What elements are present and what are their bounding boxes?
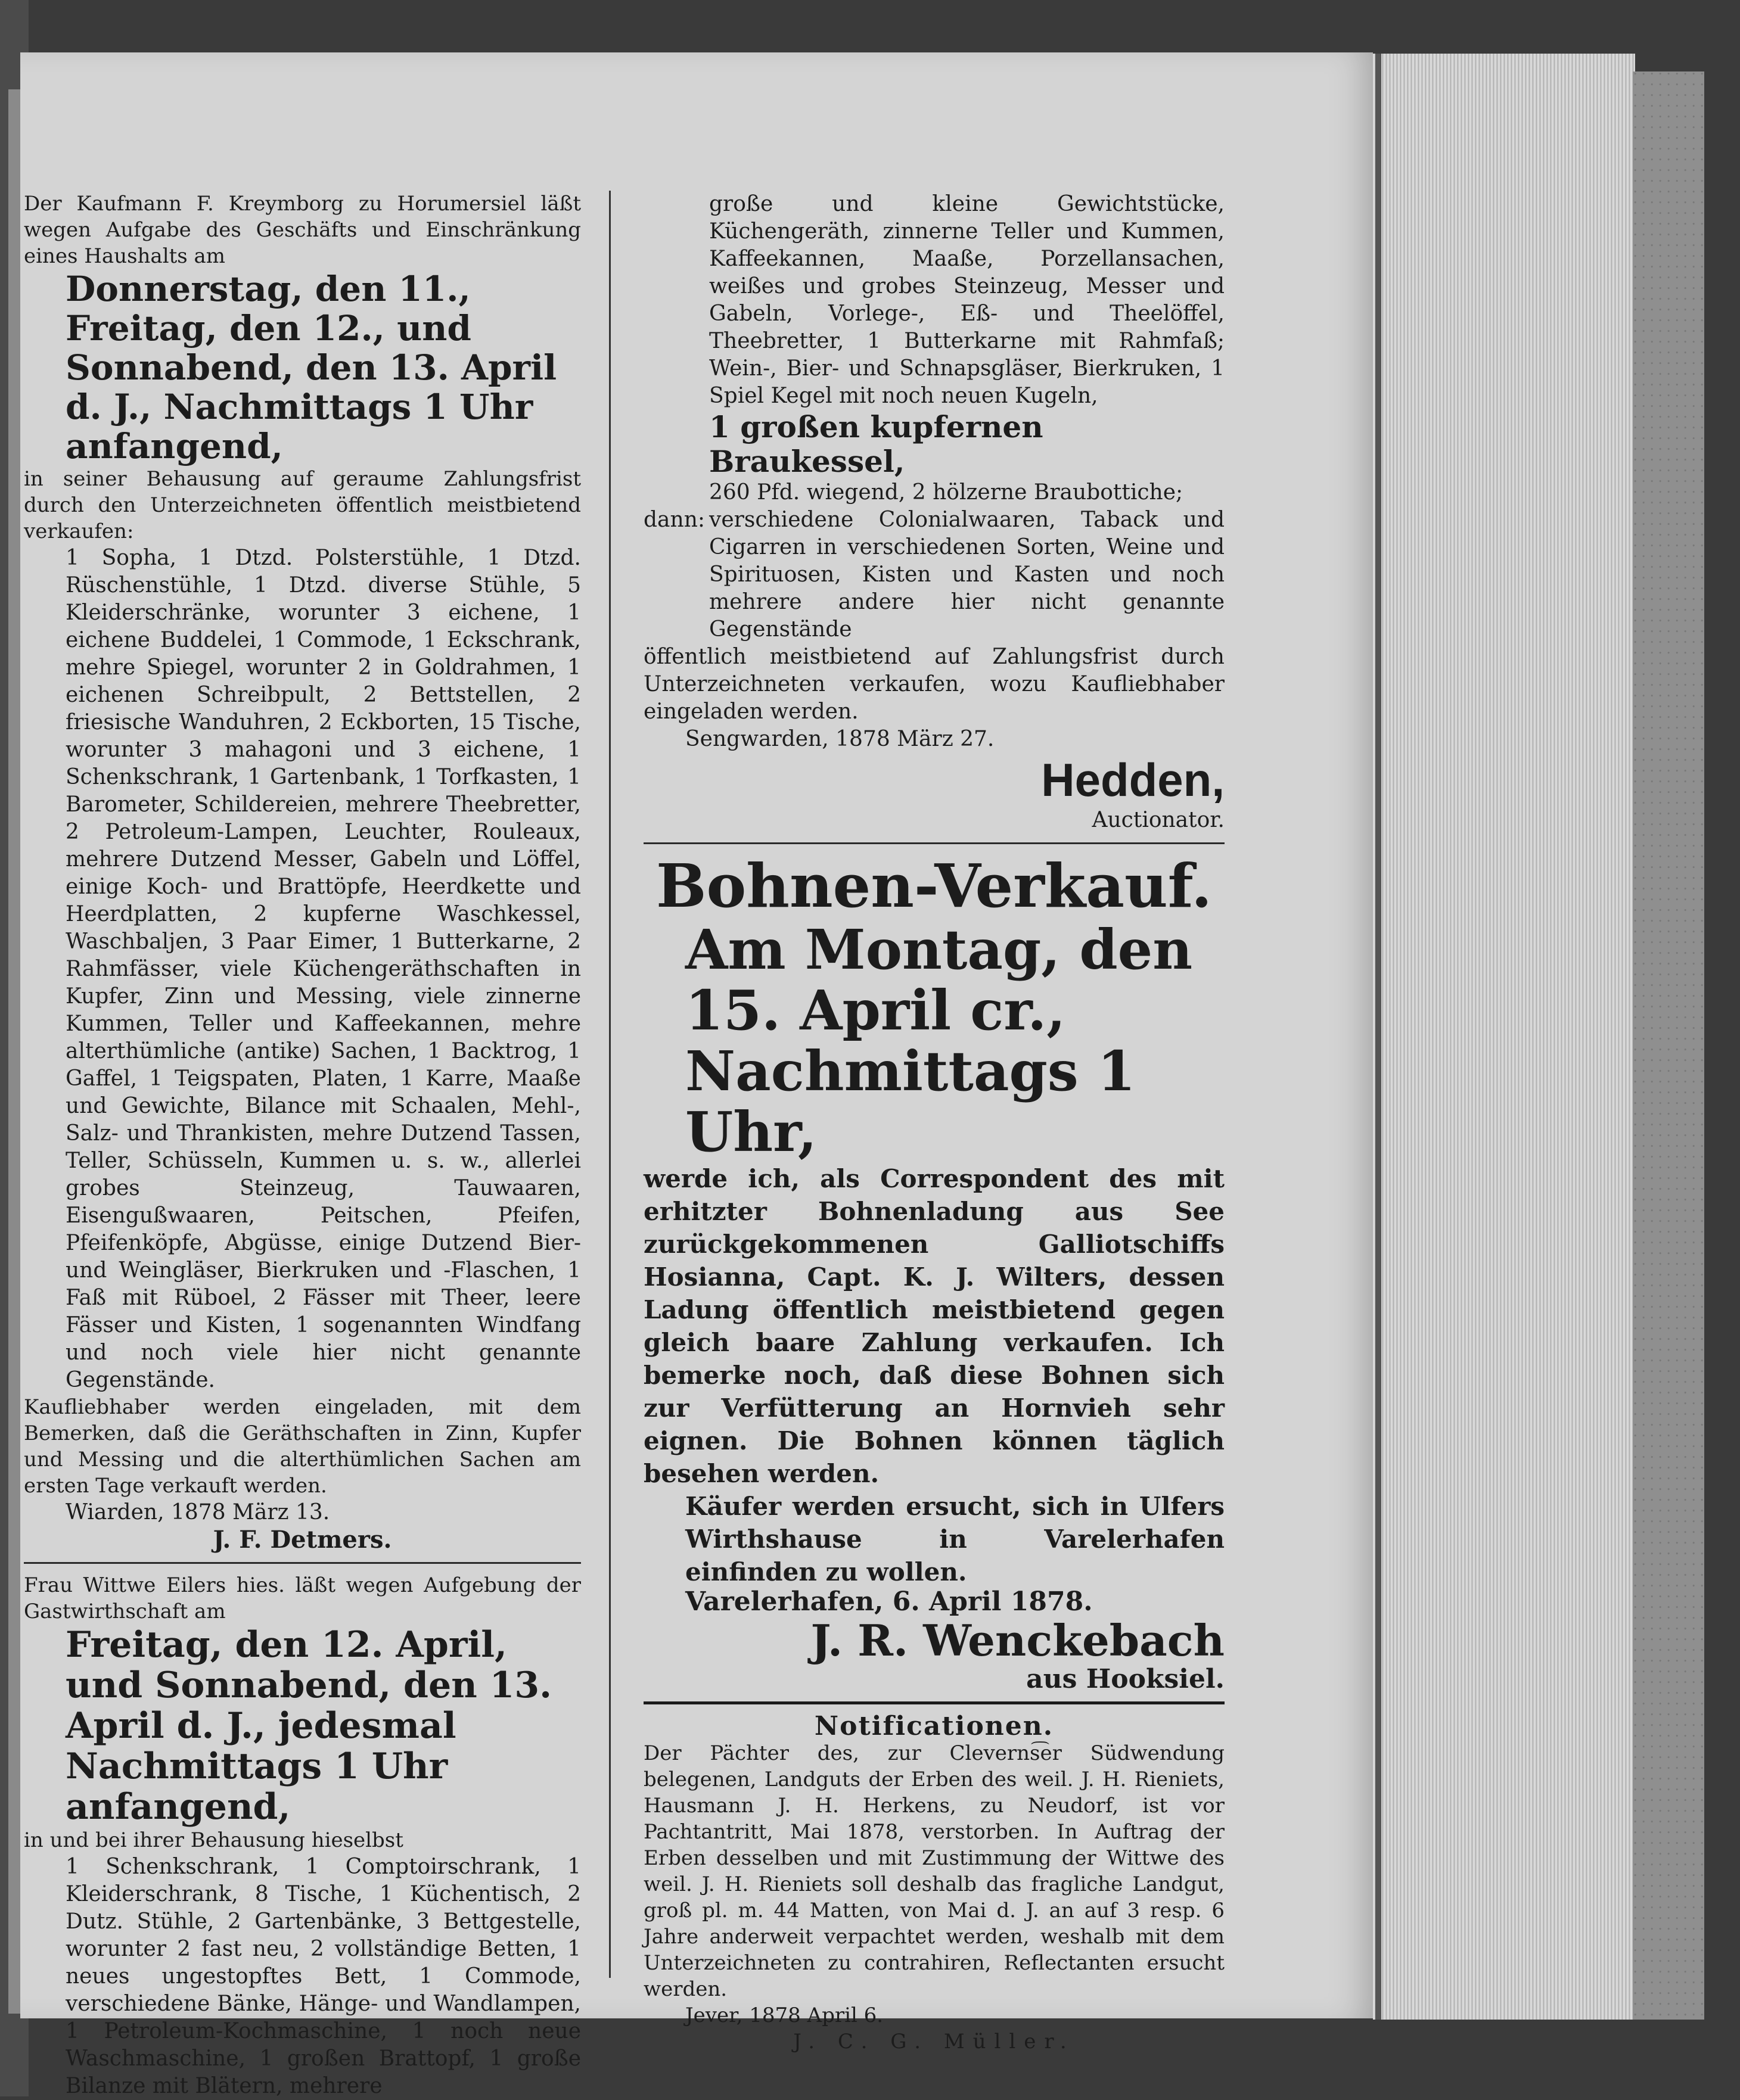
ad2-dann-row	[644, 506, 1225, 643]
ad1-place: Wiarden, 1878 März 13.	[66, 1500, 330, 1525]
notification-body: Der Pächter des, zur Cleverns͡er Südwendung belegenen, Landguts der Erben des weil. J. H. Rieniets, Hausmann J. H. Herkens, zu Neudorf, ist vor Pachtantritt, Mai 1878, verstorben. In Auftrag der Erben desselben und mit Zustimmung der Wittwe des weil. J. H. Rieniets soll deshalb das fragliche Landgut, groß pl. m. 44 Matten, von Mai d. J. an auf 3 resp. 6 Jahre anderweit verpachtet werden, weshalb mit dem Unterzeichneten zu contrahiren, Reflectanten ersucht werden.	[644, 1741, 1225, 2001]
notifications-heading: Notificationen.	[814, 1711, 1054, 1741]
book-page-edges	[1373, 54, 1635, 2020]
ad1-note: Kaufliebhaber werden eingeladen, mit dem Bemerken, daß die Geräthschaften in Zinn, Kupfer und Messing und die alterthümlichen Sachen am ersten Tage verkauft werden.	[24, 1395, 581, 1498]
ad2-place: Sengwarden, 1878 März 27.	[685, 727, 995, 751]
right-column	[644, 191, 1225, 2055]
ad3-body: werde ich, als Correspondent des mit erhitzter Bohnenladung aus See zurückgekommenen Galliotschiffs Hosianna, Capt. K. J. Wilters, dessen Ladung öffentlich meistbietend gegen gleich baare Zahlung verkaufen. Ich bemerke noch, daß diese Bohnen sich zur Verfütterung an Hornvieh sehr eignen. Die Bohnen können täglich besehen werden.	[644, 1164, 1225, 1488]
ad2-signature: Hedden,	[1041, 754, 1225, 806]
ad2-close: öffentlich meistbietend auf Zahlungsfrist durch Unterzeichneten verkaufen, wozu Kaufliebhaber eingeladen werden.	[644, 645, 1225, 724]
ad2-dann-label: dann:	[644, 508, 706, 532]
ad1-dates: Donnerstag, den 11., Freitag, den 12., und Sonnabend, den 13. April d. J., Nachmittags 1 Uhr anfangend,	[66, 269, 557, 466]
book-cover	[1633, 71, 1704, 2020]
ad3-title: Bohnen-Verkauf.	[656, 851, 1212, 921]
ad2-intro: Frau Wittwe Eilers hies. läßt wegen Aufgebung der Gastwirthschaft am	[24, 1573, 581, 1623]
ad3-place: Varelerhafen, 6. April 1878.	[685, 1586, 1093, 1617]
notification-signature: J. C. G. Müller.	[793, 2030, 1075, 2054]
ad2-continued: große und kleine Gewichtstücke, Küchengeräth, zinnerne Teller und Kummen, Kaffeekannen, Maaße, Porzellansachen, weißes und grobes Steinzeug, Messer und Gabeln, Vorlege-, Eß- und Theelöffel, Theebretter, 1 Butterkarne mit Rahmfaß; Wein-, Bier- und Schnapsgläser, Bierkruken, 1 Spiel Kegel mit noch neuen Kugeln,	[709, 192, 1225, 408]
ad3-note: Käufer werden ersucht, sich in Ulfers Wirthshause in Varelerhafen einfinden zu wollen.	[685, 1492, 1225, 1586]
ad-separator	[24, 1562, 581, 1564]
ad3-signature-origin: aus Hooksiel.	[1026, 1664, 1225, 1694]
ad1-body: in seiner Behausung auf geraume Zahlungsfrist durch den Unterzeichneten öffentlich meistbietend verkaufen:	[24, 467, 581, 543]
left-column	[24, 191, 581, 2100]
ad3-signature: J. R. Wenckebach	[810, 1615, 1225, 1666]
ad2-dates: Freitag, den 12. April, und Sonnabend, den 13. April d. J., jedesmal Nachmittags 1 Uhr anfangend,	[66, 1624, 552, 1828]
ad1-intro: Der Kaufmann F. Kreymborg zu Horumersiel läßt wegen Aufgabe des Geschäfts und Einschränkung eines Haushalts am	[24, 192, 581, 268]
ad2-weight: 260 Pfd. wiegend, 2 hölzerne Braubottiche;	[709, 480, 1183, 505]
ad2-body: in und bei ihrer Behausung hieselbst	[24, 1828, 403, 1852]
ad1-signature: J. F. Detmers.	[213, 1526, 392, 1554]
section-separator	[644, 1701, 1225, 1704]
column-divider	[609, 191, 611, 1978]
ad2-role: Auctionator.	[1092, 808, 1225, 832]
ad1-items: 1 Sopha, 1 Dtzd. Polsterstühle, 1 Dtzd. Rüschenstühle, 1 Dtzd. diverse Stühle, 5 Kleiderschränke, worunter 3 eichene, 1 eichene Buddelei, 1 Commode, 1 Eckschrank, mehre Spiegel, worunter 2 in Goldrahmen, 1 eichenen Schreibpult, 2 Bettstellen, 2 friesische Wanduhren, 2 Eckborten, 15 Tische, worunter 3 mahagoni und 3 eichene, 1 Schenkschrank, 1 Gartenbank, 1 Torfkasten, 1 Barometer, Schildereien, mehrere Theebretter, 2 Petroleum-Lampen, Leuchter, Rouleaux, mehrere Dutzend Messer, Gabeln und Löffel, einige Koch- und Brattöpfe, Heerdkette und Heerdplatten, 2 kupferne Waschkessel, Waschbaljen, 3 Paar Eimer, 1 Butterkarne, 2 Rahmfässer, viele Küchengeräthschaften in Kupfer, Zinn und Messing, viele zinnerne Kummen, Teller und Kaffeekannen, mehre alterthümliche (antike) Sachen, 1 Backtrog, 1 Gaffel, 1 Teigspaten, Platen, 1 Karre, Maaße und Gewichte, Bilance mit Schaalen, Mehl-, Salz- und Thrankisten, mehre Dutzend Tassen, Teller, Schüsseln, Kummen u. s. w., allerlei grobes Steinzeug, Tauwaaren, Eisengußwaaren, Peitschen, Pfeifen, Pfeifenköpfe, Abgüsse, einige Dutzend Bier- und Weingläser, Bierkruken und -Flaschen, 1 Faß mit Rüboel, 2 Fässer mit Theer, leere Fässer und Kisten, 1 sogenannten Windfang und noch viele hier nicht genannte Gegenstände.	[66, 546, 581, 1392]
ad3-date: Am Montag, den 15. April cr., Nachmittags 1 Uhr,	[685, 917, 1193, 1164]
ad-separator	[644, 842, 1225, 844]
ad2-items: 1 Schenkschrank, 1 Comptoirschrank, 1 Kleiderschrank, 8 Tische, 1 Küchentisch, 2 Dutz. Stühle, 2 Gartenbänke, 3 Bettgestelle, worunter 2 fast neu, 2 vollständige Betten, 1 neues ungestopftes Bett, 1 Commode, verschiedene Bänke, Hänge- und Wandlampen, 1 Petroleum-Kochmaschine, 1 noch neue Waschmaschine, 1 großen Brattopf, 1 große Bilanze mit Blätern, mehrere	[66, 1855, 581, 2098]
ad2-braukessel: 1 großen kupfernen Braukessel,	[709, 409, 1043, 479]
notification-place: Jever, 1878 April 6.	[685, 2003, 884, 2027]
ad2-then: verschiedene Colonialwaaren, Taback und Cigarren in verschiedenen Sorten, Weine und Spirituosen, Kisten und Kasten und noch mehrere andere hier nicht genannte Gegenstände	[709, 508, 1225, 642]
